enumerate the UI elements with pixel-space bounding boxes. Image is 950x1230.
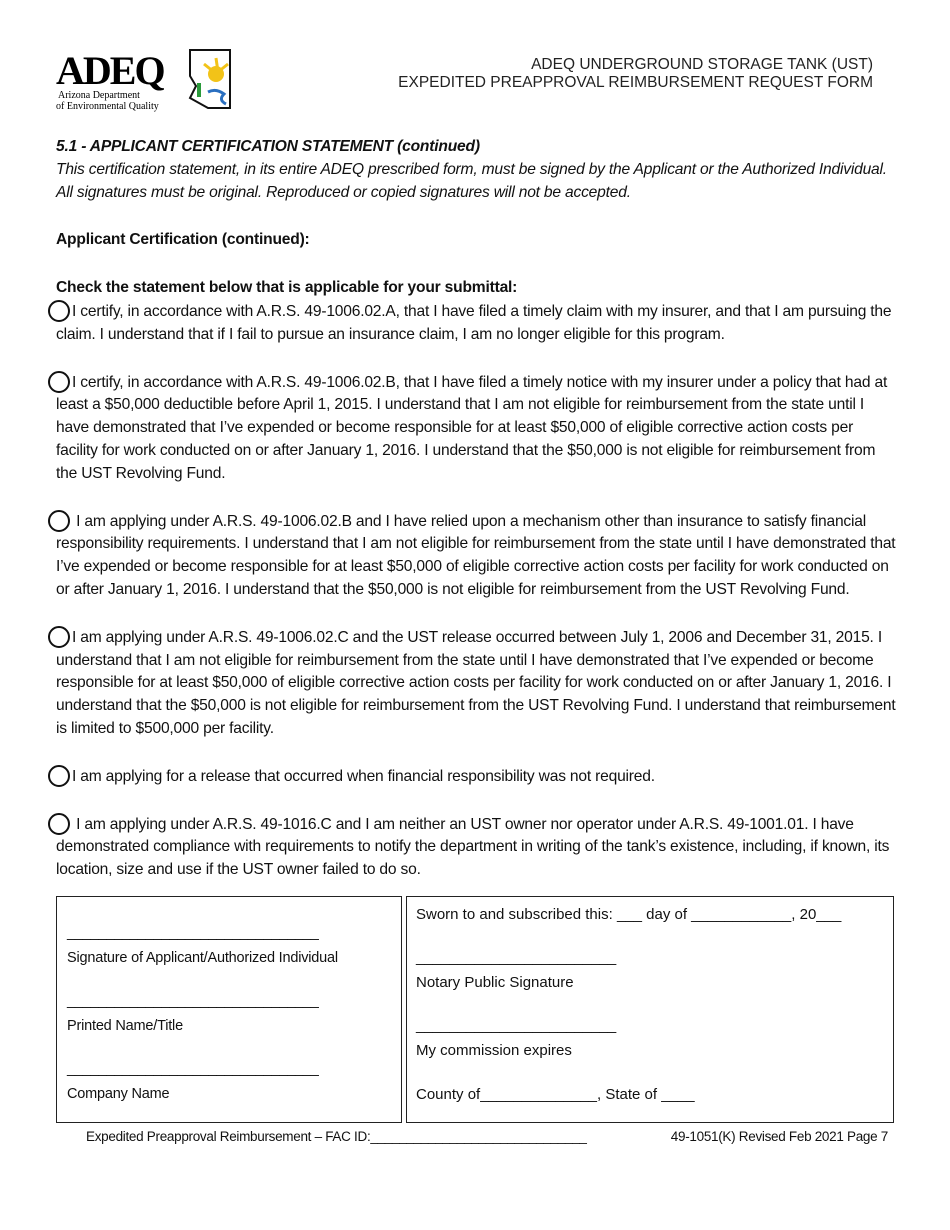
option-3-text: I am applying under A.R.S. 49-1006.02.B and I have relied upon a mechanism other than insurance to satisfy financial responsibility requirements. I understand that I am not eligible for reimbursement from the state until I have demonstrated that I’ve expended or become responsible for at least $50,000 of eligible corrective action costs per facility for work conducted on or after January 1, 2016. I understand that the $50,000 is not eligible for reimbursement from the UST Revolving Fund. <box>56 512 896 598</box>
adeq-logo <box>56 46 234 112</box>
svg-text:ADEQ: ADEQ <box>56 48 164 93</box>
header-line-2: EXPEDITED PREAPPROVAL REIMBURSEMENT REQUEST FORM <box>398 74 873 91</box>
notary-cell <box>406 896 894 1123</box>
option-2-text: I certify, in accordance with A.R.S. 49-1006.02.B, that I have filed a timely notice with my insurer under a policy that had at least a $50,000 deductible before April 1, 2015. I understand that I am not eligible for reimbursement from the state until I have demonstrated that I’ve expended or become responsible for at least $50,000 of eligible corrective action costs per facility for work conducted on or after January 1, 2016. I understand that the $50,000 is not eligible for reimbursement from the UST Revolving Fund. <box>56 373 888 482</box>
section-title: 5.1 - APPLICANT CERTIFICATION STATEMENT (continued) <box>56 138 480 155</box>
instruction: Check the statement below that is applicable for your submittal: <box>56 279 518 297</box>
option-2-radio[interactable] <box>48 371 70 393</box>
county-state-field[interactable]: County of______________, State of ____ <box>416 1085 695 1103</box>
company-name-label: Company Name <box>67 1085 170 1102</box>
option-6 <box>56 813 896 882</box>
signature-table <box>56 896 894 1123</box>
option-6-text: I am applying under A.R.S. 49-1016.C and I am neither an UST owner nor operator under A.R.S. 49-1001.01. I have demonstrated compliance with requirements to notify the department in writing of the tank’s existence, including, if known, its location, size and use if the UST owner failed to do so. <box>56 815 890 879</box>
option-4-text: I am applying under A.R.S. 49-1006.02.C and the UST release occurred between July 1, 2006 and December 31, 2015. I understand that I am not eligible for reimbursement from the state until I have demonstrated that I’ve expended or become responsible for at least $50,000 of eligible corrective action costs per facility for work conducted on or after January 1, 2016. I understand that the $50,000 is not eligible for reimbursement from the UST Revolving Fund. I understand that reimbursement is limited to $500,000 per facility. <box>56 628 896 737</box>
option-2 <box>56 371 896 486</box>
option-1-radio[interactable] <box>48 300 70 322</box>
printed-name-line[interactable]: ________________________________ <box>67 992 319 1009</box>
footer-fac-id: Expedited Preapproval Reimbursement – FAC ID:______________________________ <box>86 1128 587 1144</box>
option-5-radio[interactable] <box>48 765 70 787</box>
applicant-signature-label: Signature of Applicant/Authorized Individual <box>67 949 338 966</box>
page-footer <box>86 1129 888 1144</box>
notary-signature-line[interactable]: ________________________ <box>416 948 617 966</box>
notary-signature-label: Notary Public Signature <box>416 973 574 991</box>
option-4 <box>56 626 896 741</box>
header-line-1: ADEQ UNDERGROUND STORAGE TANK (UST) <box>531 56 873 73</box>
subheading: Applicant Certification (continued): <box>56 231 310 249</box>
commission-label: My commission expires <box>416 1041 572 1059</box>
footer-form-info: 49-1051(K) Revised Feb 2021 Page 7 <box>670 1128 888 1144</box>
option-1-text: I certify, in accordance with A.R.S. 49-1006.02.A, that I have filed a timely claim with my insurer, and that I am pursuing the claim. I understand that if I fail to pursue an insurance claim, I am no longer eligible for this program. <box>56 302 892 343</box>
form-header <box>398 56 873 92</box>
company-name-line[interactable]: ________________________________ <box>67 1060 319 1077</box>
svg-text:of Environmental Quality: of Environmental Quality <box>56 101 159 112</box>
commission-line[interactable]: ________________________ <box>416 1016 617 1034</box>
option-5-text: I am applying for a release that occurred when financial responsibility was not required. <box>72 767 655 785</box>
section-intro: This certification statement, in its entire ADEQ prescribed form, must be signed by the Applicant or the Authorized Individual. All signatures must be original. Reproduced or copied signatures will not be accepted. <box>56 160 887 201</box>
option-5 <box>56 765 896 789</box>
applicant-signature-cell <box>56 896 402 1123</box>
option-4-radio[interactable] <box>48 626 70 648</box>
signature-line[interactable]: ________________________________ <box>67 924 319 941</box>
option-3 <box>56 510 896 602</box>
sworn-statement[interactable]: Sworn to and subscribed this: ___ day of ____________, 20___ <box>416 905 842 923</box>
option-1 <box>56 300 896 347</box>
printed-name-label: Printed Name/Title <box>67 1017 183 1034</box>
svg-text:Arizona Department: Arizona Department <box>58 90 140 101</box>
option-6-radio[interactable] <box>48 813 70 835</box>
form-body <box>56 136 896 1144</box>
option-3-radio[interactable] <box>48 510 70 532</box>
